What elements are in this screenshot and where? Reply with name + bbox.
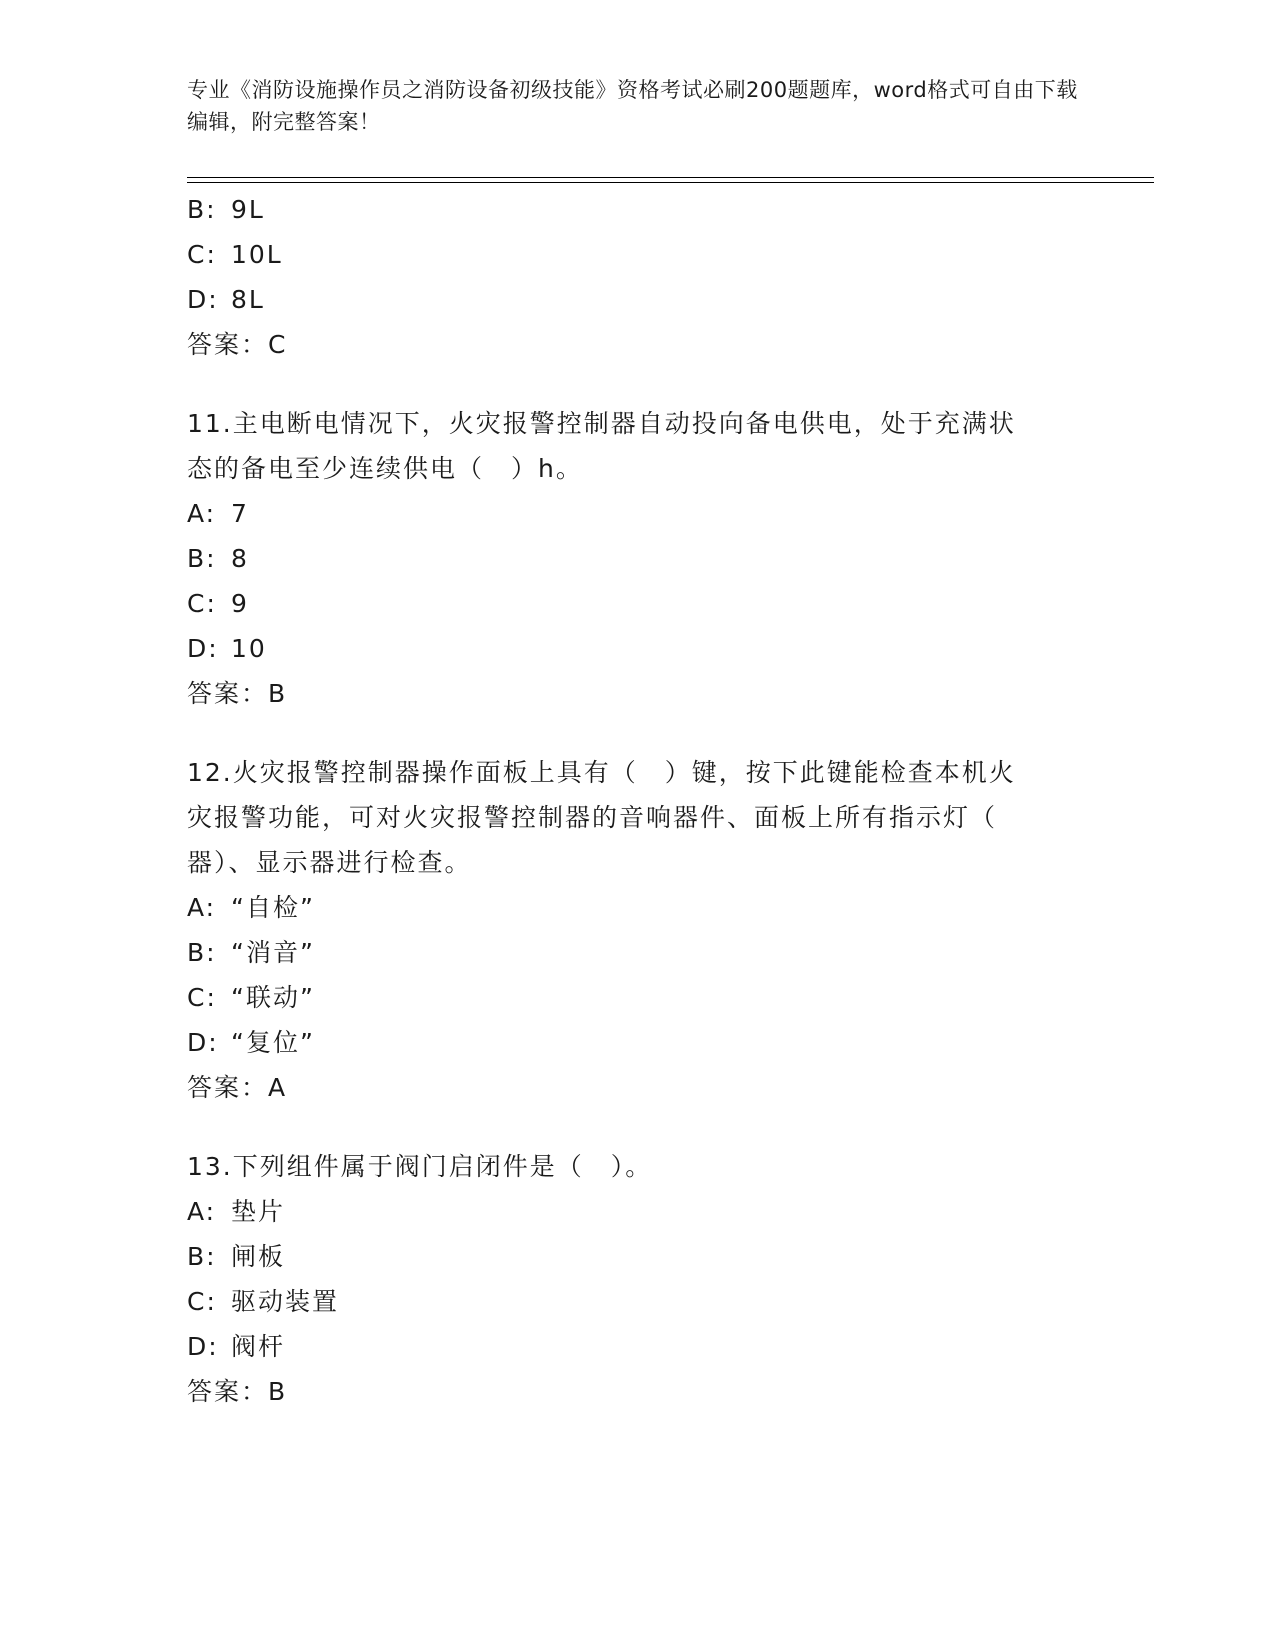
option-b: B: 闸板: [187, 1242, 286, 1271]
question-text: 灾报警功能，可对火灾报警控制器的音响器件、面板上所有指示灯（: [187, 803, 998, 832]
question-text: 11.主电断电情况下，火灾报警控制器自动投向备电供电，处于充满状: [187, 409, 1016, 438]
option-d: D: 阀杆: [187, 1332, 286, 1361]
option-b: B: “消音”: [187, 938, 315, 967]
option-c: C: 驱动装置: [187, 1287, 340, 1316]
option-d: D: 8L: [187, 285, 265, 314]
option-c: C: “联动”: [187, 983, 315, 1012]
question-11: [187, 401, 1087, 716]
answer-line: 答案：B: [187, 679, 288, 708]
header-divider-bottom: [187, 182, 1154, 183]
option-b: B: 8: [187, 544, 249, 573]
answer-line: 答案：B: [187, 1377, 288, 1406]
answer-line: 答案：A: [187, 1073, 288, 1102]
answer-line: 答案：C: [187, 330, 288, 359]
question-text: 12.火灾报警控制器操作面板上具有（ ）键，按下此键能检查本机火: [187, 758, 1016, 787]
option-b: B: 9L: [187, 195, 265, 224]
page-header: 专业《消防设施操作员之消防设备初级技能》资格考试必刷200题题库，word格式可自由下载编辑，附完整答案！: [187, 78, 1078, 134]
question-13: [187, 1144, 1087, 1414]
option-c: C: 10L: [187, 240, 283, 269]
question-list: [187, 187, 1087, 1414]
option-a: A: 垫片: [187, 1197, 286, 1226]
option-c: C: 9: [187, 589, 249, 618]
question-text: 态的备电至少连续供电（ ）h。: [187, 454, 583, 483]
option-a: A: “自检”: [187, 893, 315, 922]
option-d: D: “复位”: [187, 1028, 315, 1057]
header-divider-top: [187, 177, 1154, 178]
question-10-tail: [187, 187, 1087, 367]
option-d: D: 10: [187, 634, 267, 663]
question-text: 器）、显示器进行检查。: [187, 848, 472, 877]
question-12: [187, 750, 1087, 1110]
option-a: A: 7: [187, 499, 249, 528]
question-text: 13.下列组件属于阀门启闭件是（ ）。: [187, 1152, 653, 1181]
